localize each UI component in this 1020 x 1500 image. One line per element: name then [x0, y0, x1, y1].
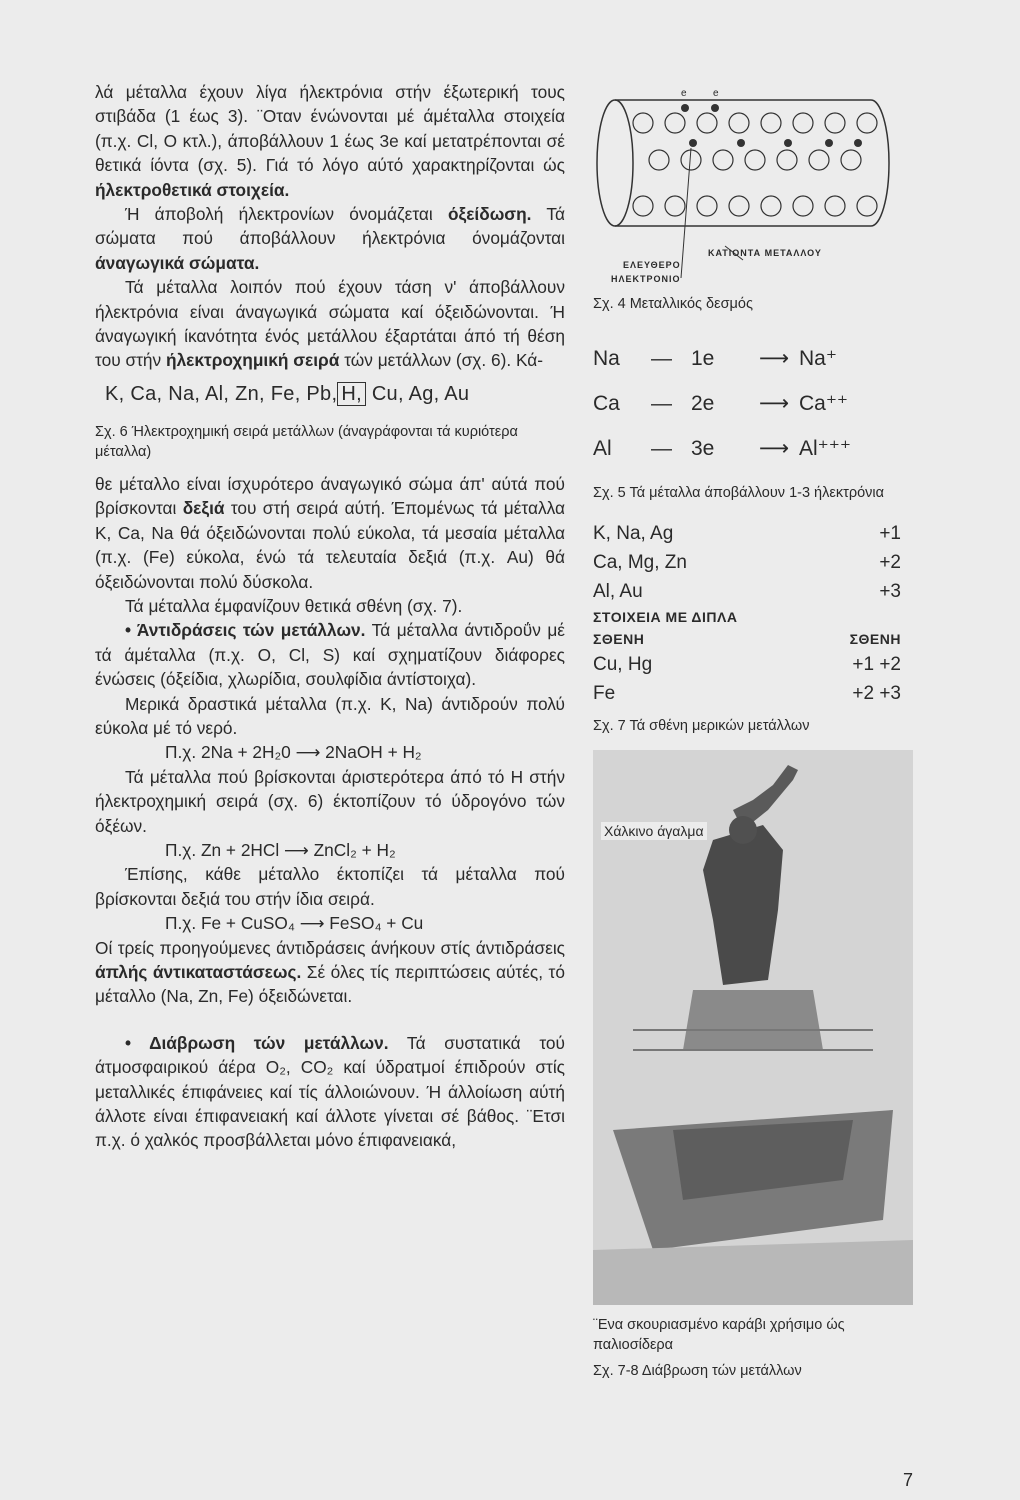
cations-label: ΚΑΤΙΟΝΤΑ ΜΕΤΑΛΛΟΥ [708, 248, 822, 258]
valence-row: K, Na, Ag +1 [593, 523, 901, 544]
valence-row: Ca, Mg, Zn +2 [593, 552, 901, 573]
page-number: 7 [903, 1470, 914, 1490]
figure-column [593, 88, 923, 1381]
paragraph: • Άντιδράσεις τών μετάλλων. Τά μέταλλα άντιδροΰν μέ τά άμέταλλα (π.χ. O, Cl, S) καί σχηματίζουν διάφορες ένώσεις (όξείδια, χλωρίδια, σουλφίδια άντίστοιχα). [95, 620, 565, 690]
paragraph: Τά μέταλλα πού βρίσκονται άριστερότερα άπό τό H στήν ήλεκτροχημική σειρά (σχ. 6) έκτοπίζουν τό ύδρογόνο τών όξέων. [95, 766, 565, 836]
metallic-bond-diagram [593, 88, 893, 288]
paragraph: Τά μέταλλα έμφανίζουν θετικά σθένη (σχ. 7). [125, 595, 463, 616]
electrochemical-series: K, Ca, Na, Al, Zn, Fe, Pb, H, Cu, Ag, Au [105, 382, 470, 405]
paragraph: λά μέταλλα έχουν λίγα ήλεκτρόνια στήν έξωτερική τους στιβάδα (1 έως 3). ¨Οταν ένώνονται μέ άμέταλλα στοιχεία (π.χ. Cl, O κτλ.), άποβάλλουν 1 έως 3e καί μετατρέπονται σέ θετικά ίόντα (σχ. 5). Γιά τό λόγο αύτό χαρακτηρίζονται ώς ήλεκτροθετικά στοιχεία. [95, 82, 565, 200]
equation: Π.χ. Zn + 2HCl ⟶ ZnCl₂ + H₂ [165, 839, 396, 860]
bronze-statue-label: Χάλκινο άγαλμα [601, 822, 707, 840]
figure-5-caption: Σχ. 5 Τά μέταλλα άποβάλλουν 1-3 ήλεκτρόνια [593, 485, 884, 501]
paragraph: Έπίσης, κάθε μέταλλο έκτοπίζει τά μέταλλα πού βρίσκονται δεξιά του στήν ίδια σειρά. [95, 864, 565, 909]
equation: Π.χ. 2Na + 2H₂0 ⟶ 2NaOH + H₂ [165, 742, 422, 763]
main-text-column [95, 80, 565, 1153]
paragraph: θε μέταλλο είναι ίσχυρότερο άναγωγικό σώμα άπ' αύτά πού βρίσκονται δεξιά του στή σειρά αύτή. Έπομένως τά μέταλλα K, Ca, Na θά όξειδώνονται πολύ εύκολα, τά μεσαία μέταλλα (π.χ. (Fe) εύκολα, ένώ τά τελευταία δεξιά (π.χ. Au) θά όξειδώνονται πολύ δύσκολα. [95, 473, 565, 592]
free-electron-label: ΗΛΕΚΤΡΟΝΙΟ [611, 274, 681, 284]
metallic-bond-figure [593, 88, 893, 312]
valence-row: Al, Au +3 [593, 581, 901, 602]
figure-5 [593, 336, 923, 503]
figure-6-caption: Σχ. 6 Ήλεκτροχημική σειρά μετάλλων (άναγράφονται τά κυριότερα μέταλλα) [95, 423, 518, 460]
figure-7-valences [593, 519, 901, 736]
valence-row: Fe +2 +3 [593, 683, 901, 704]
electron-label: e [681, 88, 687, 99]
reaction-row: Ca — 2e ⟶ Ca⁺⁺ [593, 391, 849, 415]
paragraph: Ή άποβολή ήλεκτρονίων όνομάζεται όξείδωση. Τά σώματα πού άποβάλλουν ήλεκτρόνια όνομάζονται άναγωγικά σώματα. [95, 204, 565, 273]
paragraph: Μερικά δραστικά μέταλλα (π.χ. K, Na) άντιδρούν πολύ εύκολα μέ τό νερό. [95, 693, 565, 738]
statue-ship-photo [593, 750, 913, 1305]
electron-label: e [713, 88, 719, 99]
figure-7-caption: Σχ. 7 Τά σθένη μερικών μετάλλων [593, 718, 810, 734]
paragraph: Οί τρείς προηγούμενες άντιδράσεις άνήκουν στίς άντιδράσεις άπλής άντικαταστάσεως. Σέ όλες τίς περιπτώσεις αύτές, τό μέταλλο (Na, Zn, Fe) όξειδώνεται. [95, 937, 565, 1007]
equation: Π.χ. Fe + CuSO₄ ⟶ FeSO₄ + Cu [165, 913, 424, 934]
double-valence-heading: ΣΤΟΙΧΕΙΑ ΜΕ ΔΙΠΛΑ [593, 609, 738, 625]
figure-7-8-caption: Σχ. 7-8 Διάβρωση τών μετάλλων [593, 1363, 802, 1379]
figure-4-caption: Σχ. 4 Μεταλλικός δεσμός [593, 296, 753, 312]
free-electron-label: ΕΛΕΥΘΕΡΟ [623, 260, 681, 270]
photo-caption: ¨Ενα σκουριασμένο καράβι χρήσιμο ώς παλιοσίδερα [593, 1317, 845, 1353]
double-valence-heading: ΣΘΕΝΗ ΣΘΕΝΗ [593, 631, 901, 647]
reaction-row: Al — 3e ⟶ Al⁺⁺⁺ [593, 436, 851, 460]
valence-row: Cu, Hg +1 +2 [593, 654, 901, 675]
reaction-row: Na — 1e ⟶ Na⁺ [593, 346, 837, 370]
paragraph: Τά μέταλλα λοιπόν πού έχουν τάση ν' άποβάλλουν ήλεκτρόνια είναι άναγωγικά σώματα καί όξειδώνονται. Ή άναγωγική ίκανότητα ένός μετάλλου έξαρτάται άπό τή θέση του στήν ήλεκτροχημική σειρά τών μετάλλων (σχ. 6). Κά- [95, 277, 565, 371]
paragraph: • Διάβρωση τών μετάλλων. Τά συστατικά τού άτμοσφαιρικού άέρα O₂, CO₂ καί ύδρατμοί έπιδρούν στίς μεταλλικές έπιφάνειες καί τίς άλλοιώνουν. Ή άλλοίωση αύτή άλλοτε είναι έπιφανειακή καί άλλοτε γίνεται σέ βάθος. ¨Ετσι π.χ. ό χαλκός προσβάλλεται μόνο έπιφανειακά, [95, 1032, 565, 1151]
